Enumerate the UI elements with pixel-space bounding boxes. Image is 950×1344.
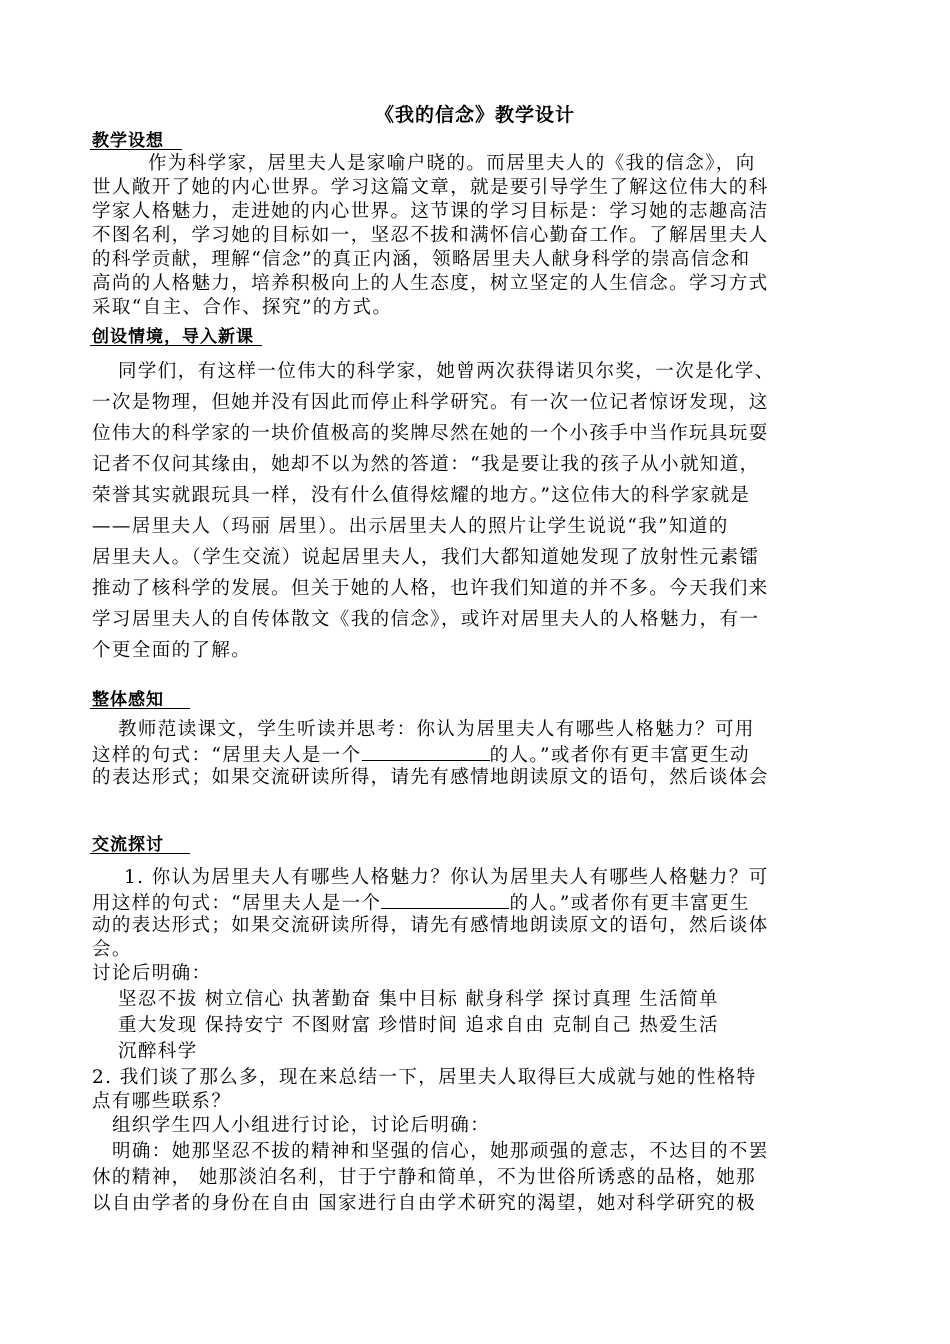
fill-in-blank: [381, 890, 509, 909]
answer-line: 明确：她那坚忍不拔的精神和坚强的信心，她那顽强的意志，不达目的不罢: [112, 1141, 769, 1162]
paragraph-line: 世人敞开了她的内心世界。学习这篇文章，就是要引导学生了解这位伟大的科: [92, 177, 769, 198]
traits-line: 重大发现 保持安宁 不图财富 珍惜时间 追求自由 克制自己 热爱生活: [118, 1015, 719, 1036]
sentence-suffix: 的人。”或者你有更丰富更生: [509, 893, 750, 914]
question-line: [92, 890, 750, 916]
question-line: 动的表达形式；如果交流研读所得，请先有感情地朗读原文的语句，然后谈体: [92, 915, 769, 936]
heading-underline: [90, 345, 262, 346]
paragraph-line: 一次是物理，但她并没有因此而停止科学研究。有一次一位记者惊讶发现，这: [92, 392, 769, 413]
section-heading-discuss: 交流探讨: [92, 835, 164, 855]
paragraph-line: 采取“自主、合作、探究”的方式。: [92, 297, 393, 318]
paragraph-line: ——居里夫人（玛丽 居里）。出示居里夫人的照片让学生说说“我”知道的: [92, 516, 729, 537]
sentence-prefix: 这样的句式：“居里夫人是一个: [92, 745, 362, 766]
paragraph-line: 位伟大的科学家的一块价值极高的奖牌尽然在她的一个小孩手中当作玩具玩耍: [92, 423, 769, 444]
section-heading-intro: 创设情境，导入新课: [92, 327, 254, 347]
paragraph-line: 教师范读课文，学生听读并思考：你认为居里夫人有哪些人格魅力？可用: [118, 719, 755, 740]
fill-in-blank: [362, 742, 490, 761]
traits-line: 坚忍不拔 树立信心 执著勤奋 集中目标 献身科学 探讨真理 生活简单: [118, 989, 719, 1010]
paragraph-line: 组织学生四人小组进行讨论，讨论后明确：: [112, 1115, 491, 1136]
question-line: 会。: [92, 939, 132, 960]
section-heading-design: 教学设想: [92, 131, 164, 151]
paragraph-line: 作为科学家，居里夫人是家喻户晓的。而居里夫人的《我的信念》，向: [148, 153, 756, 174]
sentence-suffix: 的人。”或者你有更丰富更生动: [489, 745, 750, 766]
paragraph-line: 的科学贡献，理解“信念”的真正内涵，领略居里夫人献身科学的崇高信念和: [92, 249, 751, 270]
paragraph-line: 推动了核科学的发展。但关于她的人格，也许我们知道的并不多。今天我们来: [92, 578, 769, 599]
paragraph-line: 荣誉其实就跟玩具一样，没有什么值得炫耀的地方。”这位伟大的科学家就是: [92, 485, 751, 506]
paragraph-line: 个更全面的了解。: [92, 640, 252, 661]
answer-line: 以自由学者的身份在自由 国家进行自由学术研究的渴望，她对科学研究的极: [92, 1193, 756, 1214]
question-line: 2. 我们谈了那么多，现在来总结一下，居里夫人取得巨大成就与她的性格特: [92, 1067, 757, 1088]
heading-underline: [90, 149, 182, 150]
paragraph-line: 不图名利，学习她的目标如一，坚忍不拔和满怀信心勤奋工作。了解居里夫人: [92, 225, 769, 246]
section-heading-overall: 整体感知: [92, 690, 164, 710]
paragraph-line: 同学们，有这样一位伟大的科学家，她曾两次获得诺贝尔奖，一次是化学、: [118, 361, 775, 382]
answer-line: 休的精神， 她那淡泊名利，甘于宁静和简单，不为世俗所诱惑的品格，她那: [92, 1167, 756, 1188]
paragraph-line: 学习居里夫人的自传体散文《我的信念》，或许对居里夫人的人格魅力，有一: [92, 609, 760, 630]
question-line: 点有哪些联系？: [92, 1091, 232, 1112]
heading-underline: [90, 853, 190, 854]
clarify-label: 讨论后明确：: [92, 963, 212, 984]
paragraph-line: 的表达形式；如果交流研读所得，请先有感情地朗读原文的语句，然后谈体会: [92, 767, 769, 788]
paragraph-line: [92, 742, 750, 768]
paragraph-line: 记者不仅问其缘由，她却不以为然的答道：“我是要让我的孩子从小就知道，: [92, 454, 760, 475]
paragraph-line: 学家人格魅力，走进她的内心世界。这节课的学习目标是：学习她的志趣高洁: [92, 201, 769, 222]
sentence-prefix: 用这样的句式：“居里夫人是一个: [92, 893, 382, 914]
question-line: 1. 你认为居里夫人有哪些人格魅力？你认为居里夫人有哪些人格魅力？可: [124, 867, 769, 888]
traits-line: 沉醉科学: [118, 1041, 198, 1062]
document-title: 《我的信念》教学设计: [374, 104, 575, 126]
paragraph-line: 居里夫人。（学生交流）说起居里夫人，我们大都知道她发现了放射性元素镭: [92, 547, 760, 568]
heading-underline: [90, 708, 190, 709]
paragraph-line: 高尚的人格魅力，培养积极向上的人生态度，树立坚定的人生信念。学习方式: [92, 273, 769, 294]
